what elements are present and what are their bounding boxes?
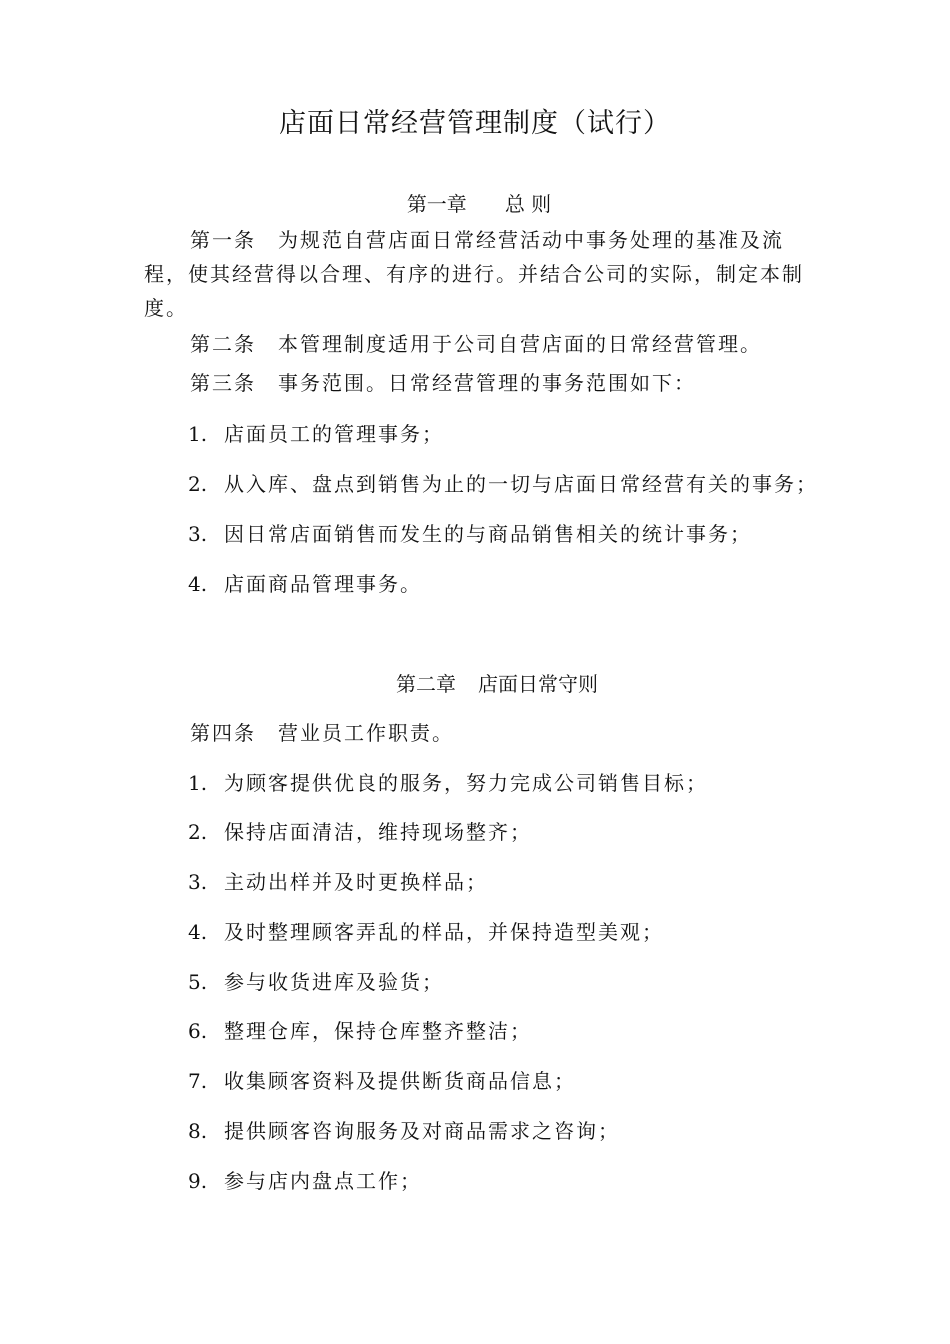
item-number: 1.	[188, 422, 208, 446]
list-item	[188, 569, 422, 599]
item-number: 5.	[188, 970, 208, 994]
item-number: 7.	[188, 1069, 208, 1093]
item-number: 4.	[188, 920, 208, 944]
article-1-text: 为规范自营店面日常经营活动中事务处理的基准及流程，使其经营得以合理、有序的进行。并结合公司的实际，制定本制度。	[144, 228, 804, 320]
list-item	[188, 519, 752, 549]
list-item	[188, 419, 444, 449]
item-number: 1.	[188, 771, 208, 795]
item-text: 整理仓库，保持仓库整齐整洁；	[224, 1019, 532, 1043]
item-number: 6.	[188, 1019, 208, 1043]
list-item	[188, 917, 664, 947]
item-number: 2.	[188, 820, 208, 844]
list-item	[188, 1066, 576, 1096]
list-item	[188, 867, 488, 897]
item-text: 收集顾客资料及提供断货商品信息；	[224, 1069, 576, 1093]
chapter-2-heading	[22, 669, 950, 699]
article-3-text: 事务范围。日常经营管理的事务范围如下：	[278, 371, 696, 395]
chapter-1-heading	[4, 189, 950, 219]
chapter-2-name: 店面日常守则	[478, 672, 598, 696]
list-item	[188, 817, 532, 847]
item-number: 8.	[188, 1119, 208, 1143]
list-item	[188, 1166, 422, 1196]
list-item	[188, 967, 444, 997]
item-number: 2.	[188, 472, 208, 496]
item-text: 从入库、盘点到销售为止的一切与店面日常经营有关的事务；	[224, 472, 818, 496]
article-3	[190, 368, 696, 398]
list-item	[188, 1116, 620, 1146]
item-text: 及时整理顾客弄乱的样品，并保持造型美观；	[224, 920, 664, 944]
chapter-1-name: 总 则	[504, 192, 552, 216]
document-title: 店面日常经营管理制度（试行）	[279, 108, 671, 139]
list-item	[188, 1016, 532, 1046]
list-item	[188, 768, 708, 798]
article-1-label: 第一条	[190, 228, 256, 252]
item-text: 为顾客提供优良的服务，努力完成公司销售目标；	[224, 771, 708, 795]
list-item	[188, 469, 818, 499]
article-4	[190, 718, 454, 748]
article-3-label: 第三条	[190, 371, 256, 395]
article-2	[190, 329, 762, 359]
item-text: 参与收货进库及验货；	[224, 970, 444, 994]
chapter-1-label: 第一章	[406, 192, 467, 216]
item-number: 3.	[188, 522, 208, 546]
item-text: 店面商品管理事务。	[224, 572, 422, 596]
item-number: 3.	[188, 870, 208, 894]
article-4-text: 营业员工作职责。	[278, 721, 454, 745]
item-text: 提供顾客咨询服务及对商品需求之咨询；	[224, 1119, 620, 1143]
item-number: 9.	[188, 1169, 208, 1193]
article-4-label: 第四条	[190, 721, 256, 745]
item-text: 主动出样并及时更换样品；	[224, 870, 488, 894]
chapter-2-label: 第二章	[396, 672, 456, 696]
item-number: 4.	[188, 572, 208, 596]
article-2-text: 本管理制度适用于公司自营店面的日常经营管理。	[278, 332, 762, 356]
item-text: 参与店内盘点工作；	[224, 1169, 422, 1193]
article-2-label: 第二条	[190, 332, 256, 356]
item-text: 店面员工的管理事务；	[224, 422, 444, 446]
article-1	[144, 223, 808, 325]
item-text: 因日常店面销售而发生的与商品销售相关的统计事务；	[224, 522, 752, 546]
item-text: 保持店面清洁，维持现场整齐；	[224, 820, 532, 844]
